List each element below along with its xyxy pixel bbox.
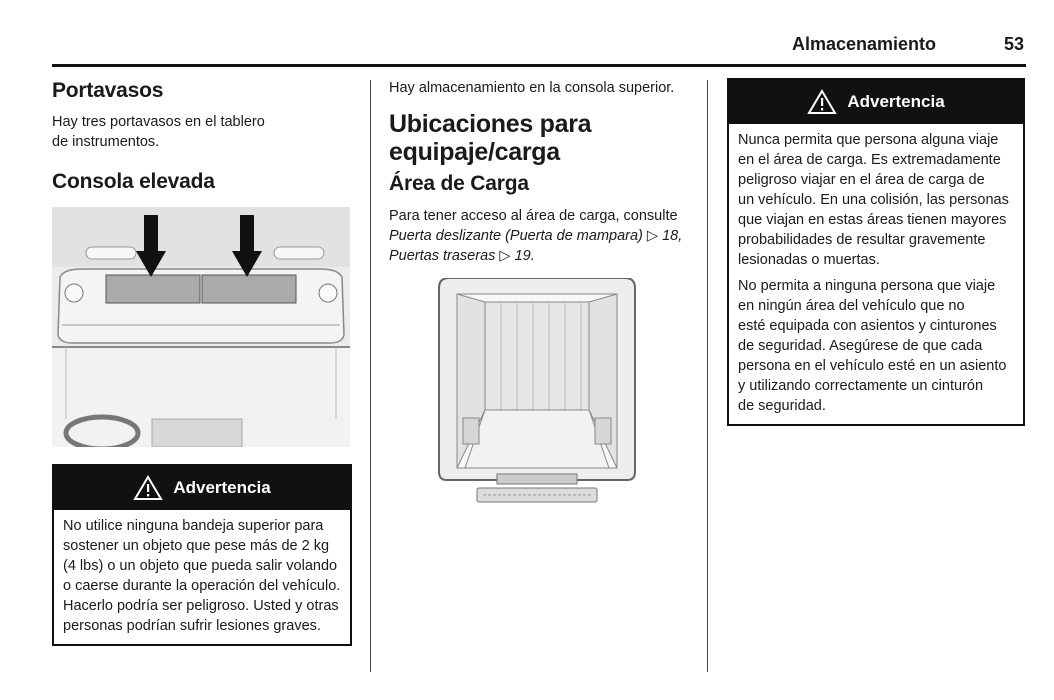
sliding-door-page[interactable]: 18, <box>662 228 683 244</box>
console-warning-line: Hacerlo podría ser peligroso. Usted y otras <box>63 598 339 614</box>
warning-triangle-icon <box>133 475 163 501</box>
console-warning-header <box>54 466 350 510</box>
rear-doors-link[interactable]: Puertas traseras <box>389 248 496 264</box>
cargo-warning-line: un vehículo. En una colisión, las personas <box>738 192 1009 208</box>
cargo-warning-line: de seguridad. <box>738 398 826 414</box>
cargo-warning-line: No permita a ninguna persona que viaje <box>738 278 996 294</box>
console-warning-box <box>52 464 352 646</box>
cargo-warning-line: probabilidades de resultar gravemente <box>738 232 986 248</box>
column-divider-1 <box>370 80 371 672</box>
cargo-warning-line: que viajan en estas áreas tienen mayores <box>738 212 1007 228</box>
reference-arrow-icon: ▷ <box>646 228 659 244</box>
console-storage-text: Hay almacenamiento en la consola superior. <box>389 80 675 96</box>
column-divider-2 <box>707 80 708 672</box>
section-title: Almacenamiento <box>791 34 936 54</box>
cargo-warning-title: Advertencia <box>847 92 945 111</box>
console-warning-line: personas podrían sufrir lesiones graves. <box>63 618 321 634</box>
cargo-warning-line: esté equipada con asientos y cinturones <box>738 318 997 334</box>
cargo-warning-line: persona en el vehículo esté en un asiento <box>738 358 1007 374</box>
cargo-warning-line: lesionadas o muertas. <box>738 252 880 268</box>
console-warning-line: (4 lbs) o un objeto que pueda salir volando <box>63 558 338 574</box>
cargo-warning-line: de seguridad. Asegúrese de que cada <box>738 338 983 354</box>
cargo-warning-line: y utilizando correctamente un cinturón <box>738 378 984 394</box>
console-warning-line: sostener un objeto que pese más de 2 kg <box>63 538 330 554</box>
console-warning-title: Advertencia <box>173 478 271 497</box>
cargo-area-illustration <box>437 278 689 519</box>
consola-heading: Consola elevada <box>52 170 215 193</box>
cargo-ref-line-1 <box>389 226 689 246</box>
cargo-warning-line: en ningún área del vehículo que no <box>738 298 965 314</box>
portavasos-heading: Portavasos <box>52 79 164 102</box>
cargo-warning-line: peligroso viajar en el área de carga de <box>738 172 985 188</box>
column-2 <box>389 76 689 519</box>
sliding-door-link[interactable]: Puerta deslizante (Puerta de mampara) <box>389 228 643 244</box>
cargo-warning-line: Nunca permita que persona alguna viaje <box>738 132 999 148</box>
portavasos-text-1: Hay tres portavasos en el tablero <box>52 114 265 130</box>
column-3 <box>727 76 1025 426</box>
page-number: 53 <box>1003 34 1024 54</box>
console-warning-body <box>54 510 350 644</box>
console-warning-line: o caerse durante la operación del vehículo. <box>63 578 341 594</box>
cargo-access-text: Para tener acceso al área de carga, consulte <box>389 208 678 224</box>
cargo-warning-paragraph-1 <box>738 130 1014 270</box>
cargo-warning-box <box>727 78 1025 426</box>
portavasos-text-2: de instrumentos. <box>52 134 160 150</box>
cargo-ref-line-2 <box>389 246 689 266</box>
cargo-warning-paragraph-2 <box>738 276 1014 416</box>
cargo-warning-header <box>729 80 1023 124</box>
overhead-console-illustration <box>52 207 352 452</box>
reference-arrow-icon: ▷ <box>499 248 511 264</box>
cargo-warning-body <box>729 124 1023 424</box>
cargo-warning-line: en el área de carga. Es extremadamente <box>738 152 1001 168</box>
cargo-area-image <box>437 278 637 514</box>
overhead-console-image <box>52 207 350 447</box>
page-header <box>52 30 1026 67</box>
warning-triangle-icon <box>807 89 837 115</box>
main-heading-line-1: Ubicaciones para <box>389 110 592 138</box>
main-heading-line-2: equipaje/carga <box>389 138 560 166</box>
cargo-area-heading: Área de Carga <box>389 172 529 195</box>
console-warning-line: No utilice ninguna bandeja superior para <box>63 518 324 534</box>
column-1 <box>52 76 352 646</box>
rear-doors-page[interactable]: 19. <box>514 248 535 264</box>
